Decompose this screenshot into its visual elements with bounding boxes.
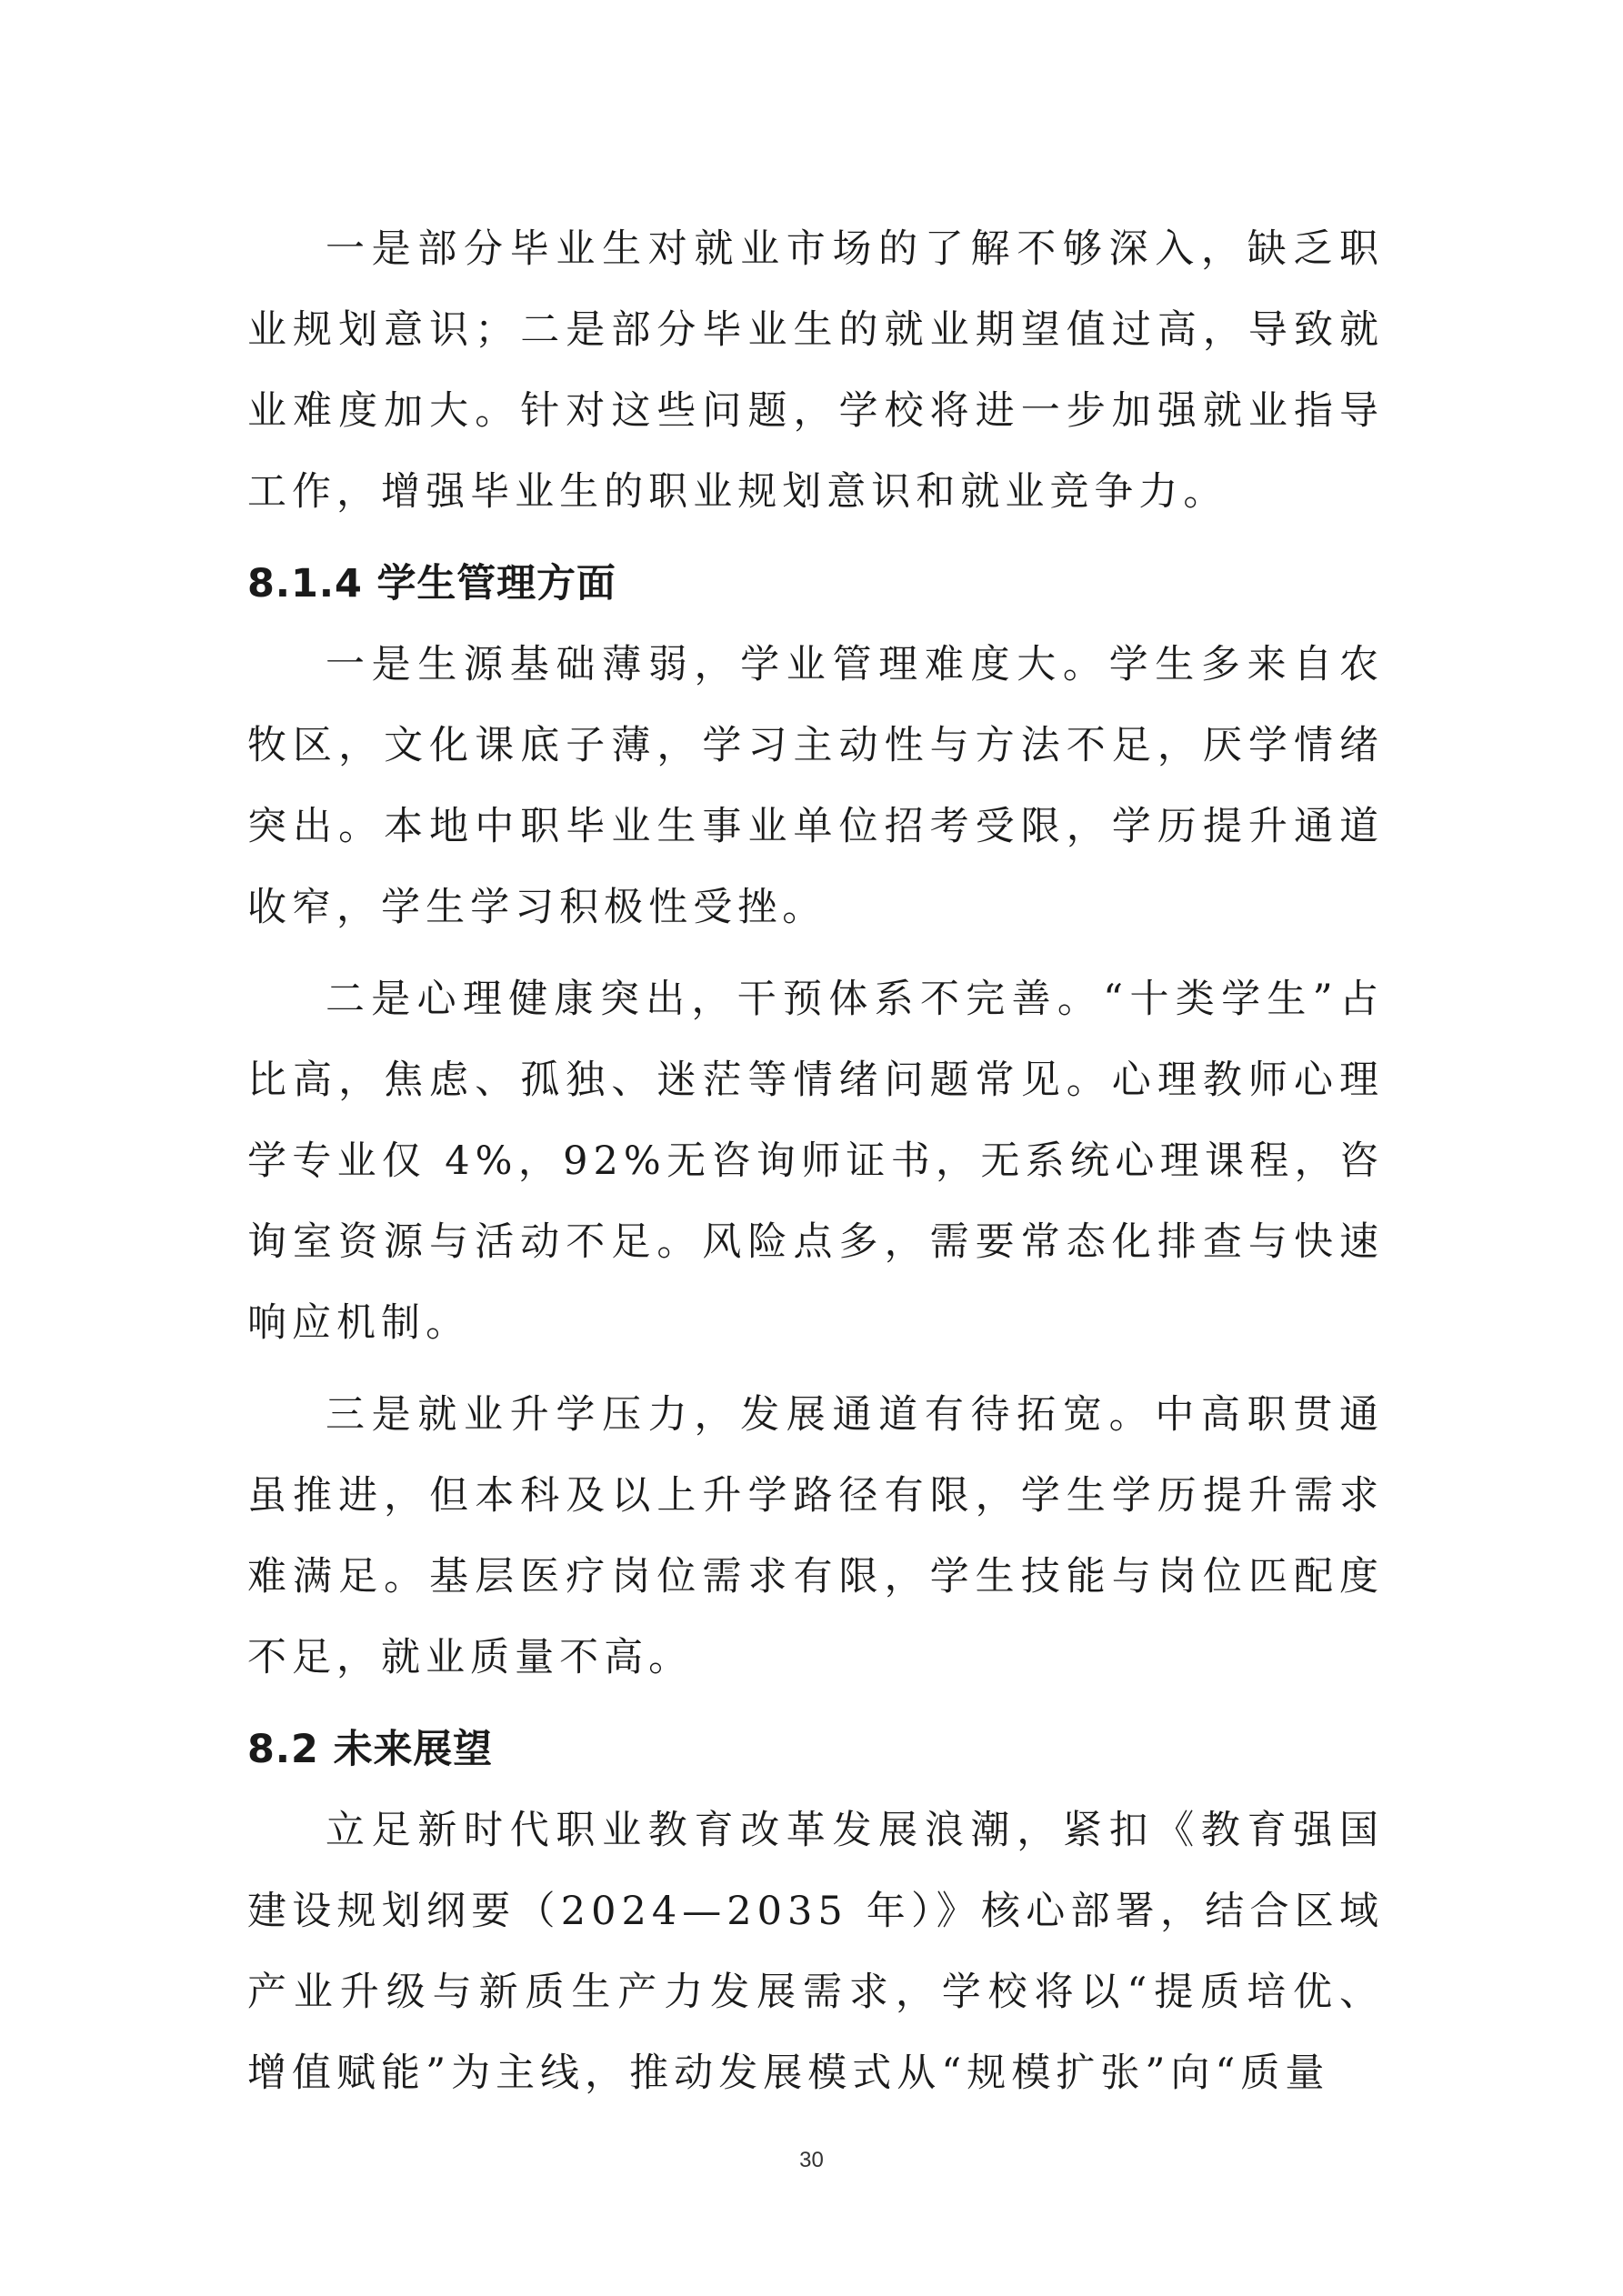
paragraph-employment-issues: 一是部分毕业生对就业市场的了解不够深入，缺乏职业规划意识；二是部分毕业生的就业期望值过高，导致就业难度加大。针对这些问题，学校将进一步加强就业指导工作，增强毕业生的职业规划意识和就业竞争力。 (247, 226, 1384, 515)
paragraph-mental-health: 二是心理健康突出，干预体系不完善。“十类学生”占比高，焦虑、孤独、迷茫等情绪问题常见。心理教师心理学专业仅 4%，92%无咨询师证书，无系统心理课程，咨询室资源与活动不足。风险点多，需要常态化排查与快速响应机制。 (247, 977, 1384, 1346)
paragraph-future-outlook: 立足新时代职业教育改革发展浪潮，紧扣《教育强国建设规划纲要（2024—2035 年）》核心部署，结合区域产业升级与新质生产力发展需求，学校将以“提质培优、增值赋能”为主线，推动发展模式从“规模扩张”向“质量 (247, 1808, 1384, 2096)
paragraph-employment-pressure: 三是就业升学压力，发展通道有待拓宽。中高职贯通虽推进，但本科及以上升学路径有限，学生学历提升需求难满足。基层医疗岗位需求有限，学生技能与岗位匹配度不足，就业质量不高。 (247, 1392, 1384, 1680)
section-heading-8-1-4: 8.1.4 学生管理方面 (247, 561, 616, 607)
paragraph-student-foundation: 一是生源基础薄弱，学业管理难度大。学生多来自农牧区，文化课底子薄，学习主动性与方法不足，厌学情绪突出。本地中职毕业生事业单位招考受限，学历提升通道收窄，学生学习积极性受挫。 (247, 642, 1384, 930)
page-number: 30 (799, 2148, 824, 2172)
section-heading-8-2: 8.2 未来展望 (247, 1727, 494, 1772)
document-body (247, 209, 1384, 2125)
